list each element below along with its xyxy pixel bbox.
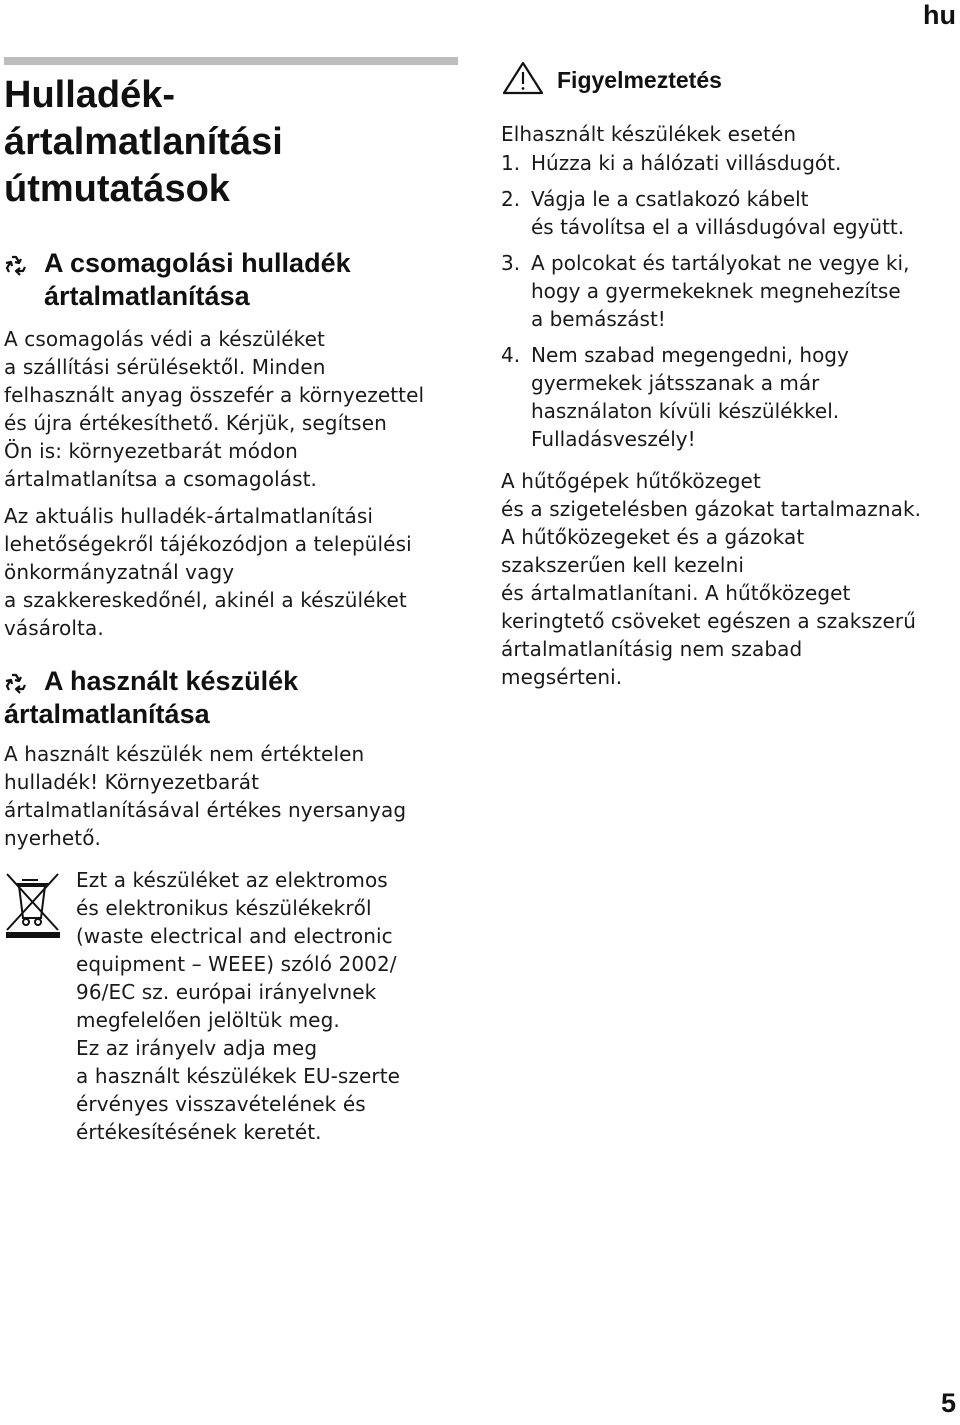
text-line: a szakkereskedőnél, akinél a készüléket	[4, 588, 407, 612]
packaging-paragraph-1	[4, 325, 464, 493]
text-line: Húzza ki a hálózati villásdugót.	[531, 151, 842, 175]
list-item	[501, 185, 956, 241]
list-item	[501, 341, 956, 453]
crossed-out-bin-icon	[4, 870, 64, 940]
text-line: szakszerűen kell kezelni	[501, 553, 745, 577]
text-line: a szállítási sérülésektől. Minden	[4, 355, 326, 379]
list-number: 4.	[501, 343, 521, 367]
title-line: útmutatások	[4, 168, 230, 210]
text-line: ártalmatlanítsa a csomagolást.	[4, 467, 317, 491]
text-line: ártalmatlanításával értékes nyersanyag	[4, 798, 407, 822]
text-line: és újra értékesíthető. Kérjük, segítsen	[4, 411, 387, 435]
heading-line: A használt készülék	[44, 666, 299, 696]
right-column	[501, 60, 956, 691]
text-line: önkormányzatnál vagy	[4, 560, 235, 584]
text-line: Az aktuális hulladék-ártalmatlanítási	[4, 504, 374, 528]
text-line: hulladék! Környezetbarát	[4, 770, 260, 794]
text-line: nyerhető.	[4, 826, 102, 850]
text-line: a bemászást!	[531, 307, 666, 331]
title-line: ártalmatlanítási	[4, 121, 283, 163]
page-title	[4, 72, 464, 213]
list-number: 3.	[501, 251, 521, 275]
text-line: gyermekek játsszanak a már	[531, 371, 820, 395]
packaging-disposal-heading	[4, 247, 464, 313]
text-line: felhasznált anyag összefér a környezettel	[4, 383, 425, 407]
heading-line: ártalmatlanítása	[4, 699, 210, 729]
text-line: A hűtőgépek hűtőközeget	[501, 469, 761, 493]
text-line: A hűtőközegeket és a gázokat	[501, 525, 805, 549]
warning-triangle-icon	[501, 60, 545, 100]
text-line: A használt készülék nem értéktelen	[4, 742, 365, 766]
text-line: érvényes visszavételének és	[76, 1092, 366, 1116]
warning-list	[501, 149, 956, 453]
text-line: és ártalmatlanítani. A hűtőközeget	[501, 581, 851, 605]
text-line: A csomagolás védi a készüléket	[4, 327, 325, 351]
text-line: a használt készülékek EU-szerte	[76, 1064, 401, 1088]
list-item	[501, 249, 956, 333]
text-line: értékesítésének keretét.	[76, 1120, 322, 1144]
text-line: ártalmatlanításig nem szabad	[501, 637, 803, 661]
text-line: lehetőségekről tájékozódjon a települési	[4, 532, 412, 556]
text-line: Vágja le a csatlakozó kábelt	[531, 187, 809, 211]
packaging-paragraph-2	[4, 502, 464, 642]
coolant-paragraph	[501, 467, 956, 691]
appliance-paragraph-1	[4, 740, 464, 852]
text-line: Nem szabad megengedni, hogy	[531, 343, 849, 367]
text-line: és elektronikus készülékekről	[76, 896, 372, 920]
title-rule	[4, 57, 458, 65]
text-line: vásárolta.	[4, 616, 104, 640]
text-line: megfelelően jelöltük meg.	[76, 1008, 340, 1032]
text-line: Ezt a készüléket az elektromos	[76, 868, 388, 892]
text-line: Ez az irányelv adja meg	[76, 1036, 318, 1060]
text-line: Fulladásveszély!	[531, 427, 696, 451]
text-line: equipment – WEEE) szóló 2002/	[76, 952, 397, 976]
text-line: és távolítsa el a villásdugóval együtt.	[531, 215, 905, 239]
heading-line: ártalmatlanítása	[44, 281, 250, 311]
text-line: 96/EC sz. európai irányelvnek	[76, 980, 377, 1004]
warning-title: Figyelmeztetés	[557, 66, 722, 93]
title-line: Hulladék-	[4, 74, 176, 116]
text-line: hogy a gyermekeknek megnehezítse	[531, 279, 901, 303]
list-number: 2.	[501, 187, 521, 211]
page-number: 5	[940, 1388, 956, 1418]
warning-header	[501, 60, 956, 100]
appliance-disposal-heading	[4, 665, 464, 731]
text-line: keringtető csöveket egészen a szakszerű	[501, 609, 917, 633]
text-line: használaton kívüli készülékkel.	[531, 399, 840, 423]
list-number: 1.	[501, 151, 521, 175]
text-line: megsérteni.	[501, 665, 623, 689]
weee-text	[76, 866, 400, 1146]
language-tag: hu	[923, 0, 956, 30]
recycle-icon	[4, 253, 28, 286]
text-line: és a szigetelésben gázokat tartalmaznak.	[501, 497, 922, 521]
warning-intro: Elhasznált készülékek esetén	[501, 122, 797, 146]
text-line: Ön is: környezetbarát módon	[4, 439, 298, 463]
left-column	[4, 72, 464, 1146]
heading-line: A csomagolási hulladék	[44, 248, 351, 278]
text-line: A polcokat és tartályokat ne vegye ki,	[531, 251, 910, 275]
list-item	[501, 149, 956, 177]
weee-notice	[4, 866, 464, 1146]
text-line: (waste electrical and electronic	[76, 924, 393, 948]
